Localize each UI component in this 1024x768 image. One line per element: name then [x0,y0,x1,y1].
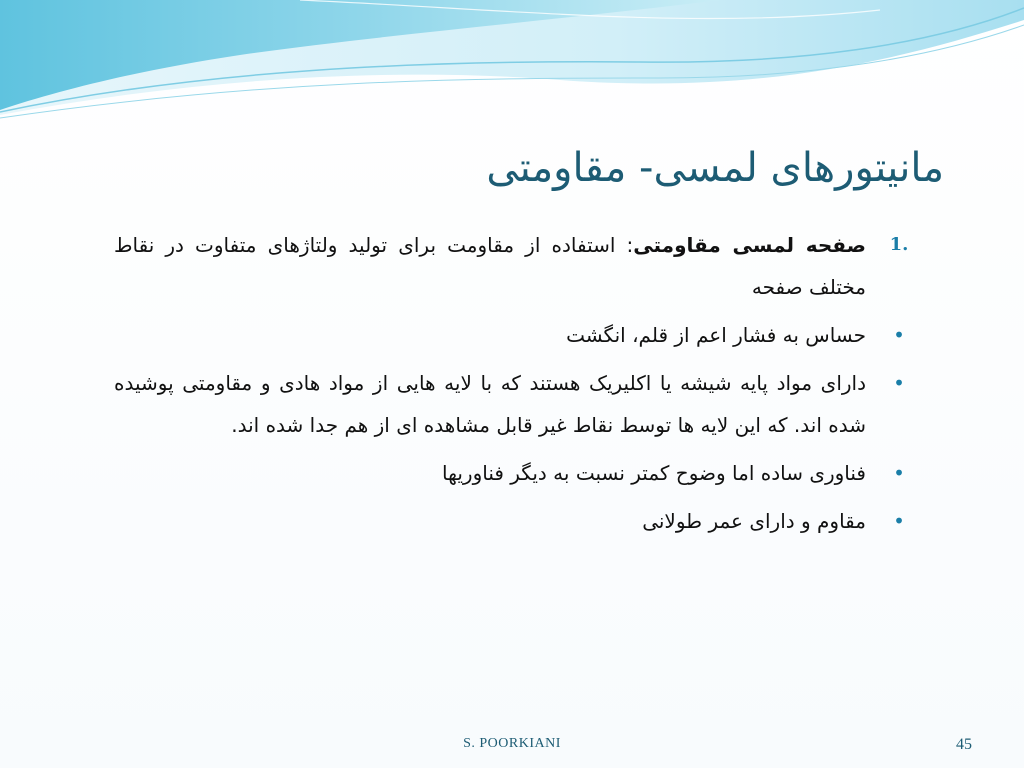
item-text: مقاوم و دارای عمر طولانی [642,509,866,533]
bullet-icon: • [893,323,905,347]
header-wave-decoration [0,0,1024,130]
list-item-bullet [114,452,924,494]
slide-title: مانیتورهای لمسی- مقاومتی [486,145,944,191]
content-list [114,224,924,548]
item-text: حساس به فشار اعم از قلم، انگشت [566,323,866,347]
item-number: .1 [889,234,909,255]
item-text: : استفاده از مقاومت برای تولید ولتاژهای متفاوت در نقاط مختلف صفحه [114,233,866,299]
list-item-bullet [114,362,924,446]
term-label: صفحه لمسی مقاومتی [633,233,866,257]
page-number: 45 [956,736,972,753]
footer-author: S. POORKIANI [463,736,561,751]
item-text: دارای مواد پایه شیشه یا اکلیریک هستند که با لایه هایی از مواد هادی و مقاومتی پوشیده شده اند. که این لایه ها توسط نقاط غیر قابل مشاهده ای از هم جدا شده اند. [114,371,866,437]
list-item-numbered [114,224,924,308]
list-item-bullet [114,500,924,542]
bullet-icon: • [893,509,905,533]
list-item-bullet [114,314,924,356]
bullet-icon: • [893,461,905,485]
bullet-icon: • [893,371,905,395]
item-text: فناوری ساده اما وضوح کمتر نسبت به دیگر فناوریها [442,461,866,485]
